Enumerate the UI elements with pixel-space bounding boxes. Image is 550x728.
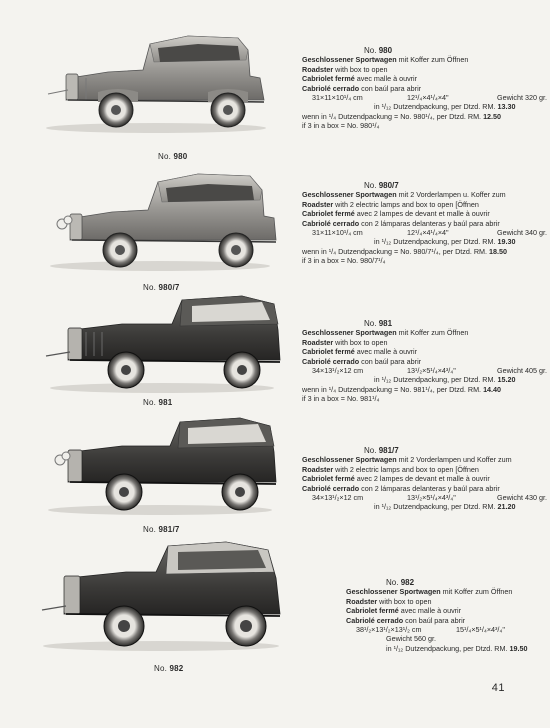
line-fr: Cabriolet fermé avec 2 lampes de devant et malle à ouvrir (302, 209, 490, 219)
page-number: 41 (491, 682, 505, 694)
item-number: 982 (400, 578, 415, 587)
caption-prefix: No. (143, 283, 157, 292)
item-number: 981 (378, 319, 393, 328)
caption-prefix: No. (154, 664, 168, 673)
item-prefix: No. (364, 46, 377, 55)
line-es: Cabriolé cerrado con 2 lámparas delanteras y baúl para abrir (302, 483, 500, 493)
dimensions-row: 31×11×10¹/₄ cm 12¹/₄×4¹/₄×4" Gewicht 320 gr. (312, 93, 547, 103)
price-line-2: wenn in ¹/₄ Dutzendpackung = No. 980¹/₄, per Dtzd. RM. 12.50 (302, 111, 502, 121)
item-number: 980/7 (378, 181, 399, 190)
line-de: Geschlossener Sportwagen mit Koffer zum Öffnen (346, 587, 513, 597)
caption-982 (154, 664, 183, 673)
line-es: Cabriolé cerrado con baúl para abrir (302, 83, 422, 93)
dimensions-row: 34×13¹/₂×12 cm 13¹/₂×5¹/₄×4³/₄" Gewicht 430 gr. (312, 493, 547, 503)
caption-981 (143, 398, 172, 407)
line-de: Geschlossener Sportwagen mit Koffer zum Öffnen (302, 328, 469, 338)
line-de: Geschlossener Sportwagen mit 2 Vorderlampen u. Koffer zum (302, 190, 506, 200)
line-en: Roadster with box to open (302, 64, 388, 74)
dimensions-row: 34×13¹/₂×12 cm 13¹/₂×5¹/₄×4³/₄" Gewicht 405 gr. (312, 366, 547, 376)
line-de: Geschlossener Sportwagen mit Koffer zum Öffnen (302, 55, 469, 65)
car-image-980-7 (40, 168, 280, 273)
item-number: 981/7 (378, 446, 399, 455)
dimensions-row: 31×11×10¹/₄ cm 12¹/₄×4¹/₄×4" Gewicht 340 gr. (312, 228, 547, 238)
line-en: Roadster with 2 electric lamps and box to open [Öffnen (302, 464, 479, 474)
line-en: Roadster with 2 electric lamps and box to open [Öffnen (302, 199, 479, 209)
caption-prefix: No. (143, 398, 157, 407)
line-fr: Cabriolet fermé avec 2 lampes de devant et malle à ouvrir (302, 474, 490, 484)
item-number: 980 (378, 46, 393, 55)
line-fr: Cabriolet fermé avec malle à ouvrir (302, 347, 418, 357)
caption-number: 980 (173, 152, 188, 161)
car-image-980 (38, 30, 273, 135)
item-prefix: No. (364, 319, 377, 328)
caption-number: 981/7 (158, 525, 180, 534)
line-en: Roadster with box to open (346, 596, 432, 606)
item-prefix: No. (364, 446, 377, 455)
item-prefix: No. (364, 181, 377, 190)
caption-number: 980/7 (158, 283, 180, 292)
caption-number: 982 (169, 664, 184, 673)
price-line-3: if 3 in a box = No. 980¹/₄ (302, 121, 380, 131)
description-980 (302, 46, 547, 131)
price-line-3: if 3 in a box = No. 980/7¹/₄ (302, 256, 386, 266)
caption-prefix: No. (143, 525, 157, 534)
line-fr: Cabriolet fermé avec malle à ouvrir (302, 74, 418, 84)
price-line-3: if 3 in a box = No. 981¹/₄ (302, 394, 380, 404)
dimensions-row: 38¹/₂×13¹/₂×13¹/₂ cm 15¹/₄×5¹/₄×4³/₄" (356, 625, 505, 635)
description-981 (302, 319, 547, 404)
price-line-1: in ¹/₁₂ Dutzendpackung, per Dtzd. RM. 15.20 (374, 375, 516, 385)
caption-prefix: No. (158, 152, 172, 161)
line-es: Cabriolé cerrado con 2 lámparas delanteras y baúl para abrir (302, 218, 500, 228)
line-fr: Cabriolet fermé avec malle à ouvrir (346, 606, 462, 616)
caption-number: 981 (158, 398, 173, 407)
description-982 (346, 578, 546, 653)
line-en: Roadster with box to open (302, 337, 388, 347)
price-line-1: in ¹/₁₂ Dutzendpackung, per Dtzd. RM. 19.30 (374, 237, 516, 247)
line-es: Cabriolé cerrado con baúl para abrir (346, 615, 466, 625)
price-line-1: in ¹/₁₂ Dutzendpackung, per Dtzd. RM. 21.20 (374, 502, 516, 512)
car-image-982 (36, 538, 286, 653)
line-es: Cabriolé cerrado con baúl para abrir (302, 356, 422, 366)
price-line-1: in ¹/₁₂ Dutzendpackung, per Dtzd. RM. 19.50 (386, 643, 528, 653)
caption-981-7 (143, 525, 180, 534)
description-981-7 (302, 446, 547, 512)
weight-line: Gewicht 560 gr. (386, 634, 436, 644)
item-prefix: No. (386, 578, 399, 587)
price-line-2: wenn in ¹/₄ Dutzendpackung = No. 980/7¹/₄, per Dtzd. RM. 18.50 (302, 246, 508, 256)
caption-980 (158, 152, 187, 161)
price-line-2: wenn in ¹/₄ Dutzendpackung = No. 981¹/₄, per Dtzd. RM. 14.40 (302, 384, 502, 394)
line-de: Geschlossener Sportwagen mit 2 Vorderlampen und Koffer zum (302, 455, 512, 465)
car-image-981-7 (40, 412, 280, 517)
price-line-1: in ¹/₁₂ Dutzendpackung, per Dtzd. RM. 13.30 (374, 102, 516, 112)
car-image-981 (42, 290, 282, 395)
description-980-7 (302, 181, 547, 266)
